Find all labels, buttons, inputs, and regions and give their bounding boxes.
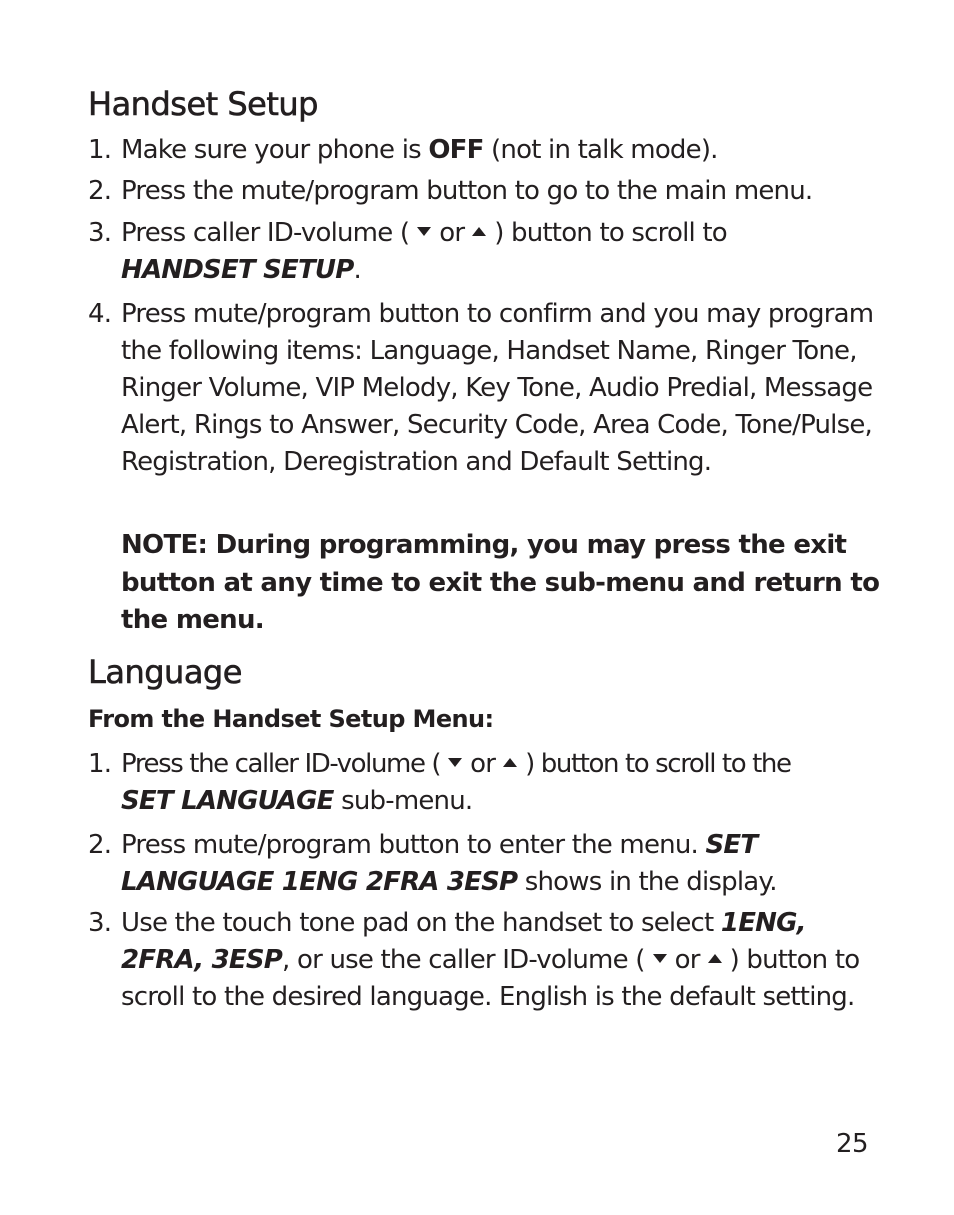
- or-text: or: [439, 218, 465, 248]
- step-text-part: sub-menu.: [333, 786, 473, 816]
- display-text: SET LANGUAGE 1ENG 2FRA 3ESP: [121, 830, 758, 897]
- caret-down-icon: [417, 227, 431, 236]
- step-text-part: Press mute/program button to enter the menu.: [121, 830, 706, 860]
- step-text-part: shows in the display.: [517, 867, 777, 897]
- subheading: From the Handset Setup Menu:: [88, 705, 494, 733]
- language-options: 1ENG, 2FRA, 3ESP: [121, 908, 806, 975]
- step-text-part: Press the caller ID-volume (: [121, 749, 441, 779]
- off-keyword: OFF: [428, 135, 484, 165]
- caret-down-icon: [448, 758, 462, 767]
- step-text-part: ) button to scroll to the: [525, 749, 791, 779]
- step-number: 2.: [88, 176, 112, 206]
- step-number: 3.: [88, 908, 112, 938]
- step-text: Press the mute/program button to go to the main menu.: [121, 176, 813, 206]
- page-number: 25: [836, 1129, 869, 1159]
- step-text: [121, 215, 881, 289]
- step-text-part: (not in talk mode).: [483, 135, 718, 165]
- step-number: 2.: [88, 830, 112, 860]
- step-text-part: .: [353, 255, 361, 285]
- step-text-part: ) button to scroll to the desired language. English is the default setting.: [121, 945, 860, 1012]
- step-text: [121, 827, 881, 901]
- caret-up-icon: [708, 954, 722, 963]
- or-text: or: [470, 749, 496, 779]
- caret-down-icon: [653, 954, 667, 963]
- caret-up-icon: [472, 227, 486, 236]
- step-text-part: Press caller ID-volume (: [121, 218, 410, 248]
- step-text: [121, 905, 881, 1016]
- step-number: 1.: [88, 135, 112, 165]
- step-text-part: Use the touch tone pad on the handset to select: [121, 908, 721, 938]
- section-title-language: Language: [88, 653, 242, 691]
- step-number: 1.: [88, 749, 112, 779]
- caret-up-icon: [503, 758, 517, 767]
- section-title-handset-setup: Handset Setup: [88, 85, 318, 123]
- menu-name-set-language: SET LANGUAGE: [121, 786, 334, 816]
- note-text: NOTE: During programming, you may press the exit button at any time to exit the sub-menu and return to the menu.: [121, 530, 880, 635]
- step-text: [121, 132, 881, 169]
- step-number: 4.: [88, 299, 112, 329]
- step-text-part: Make sure your phone is: [121, 135, 429, 165]
- step-text: Press mute/program button to confirm and you may program the following items: Language, Handset Name, Ringer Tone, Ringer Volume, VIP Melody, Key Tone, Audio Predial, Message Alert, Rings to Answer, Security Code, Area Code, Tone/Pulse, Registration, Deregistration and Default Setting.: [121, 299, 874, 477]
- step-number: 3.: [88, 218, 112, 248]
- step-text: [121, 746, 881, 820]
- step-text-part: ) button to scroll to: [494, 218, 727, 248]
- menu-name-handset-setup: HANDSET SETUP: [121, 255, 354, 285]
- step-text-part: , or use the caller ID-volume (: [282, 945, 645, 975]
- or-text: or: [674, 945, 700, 975]
